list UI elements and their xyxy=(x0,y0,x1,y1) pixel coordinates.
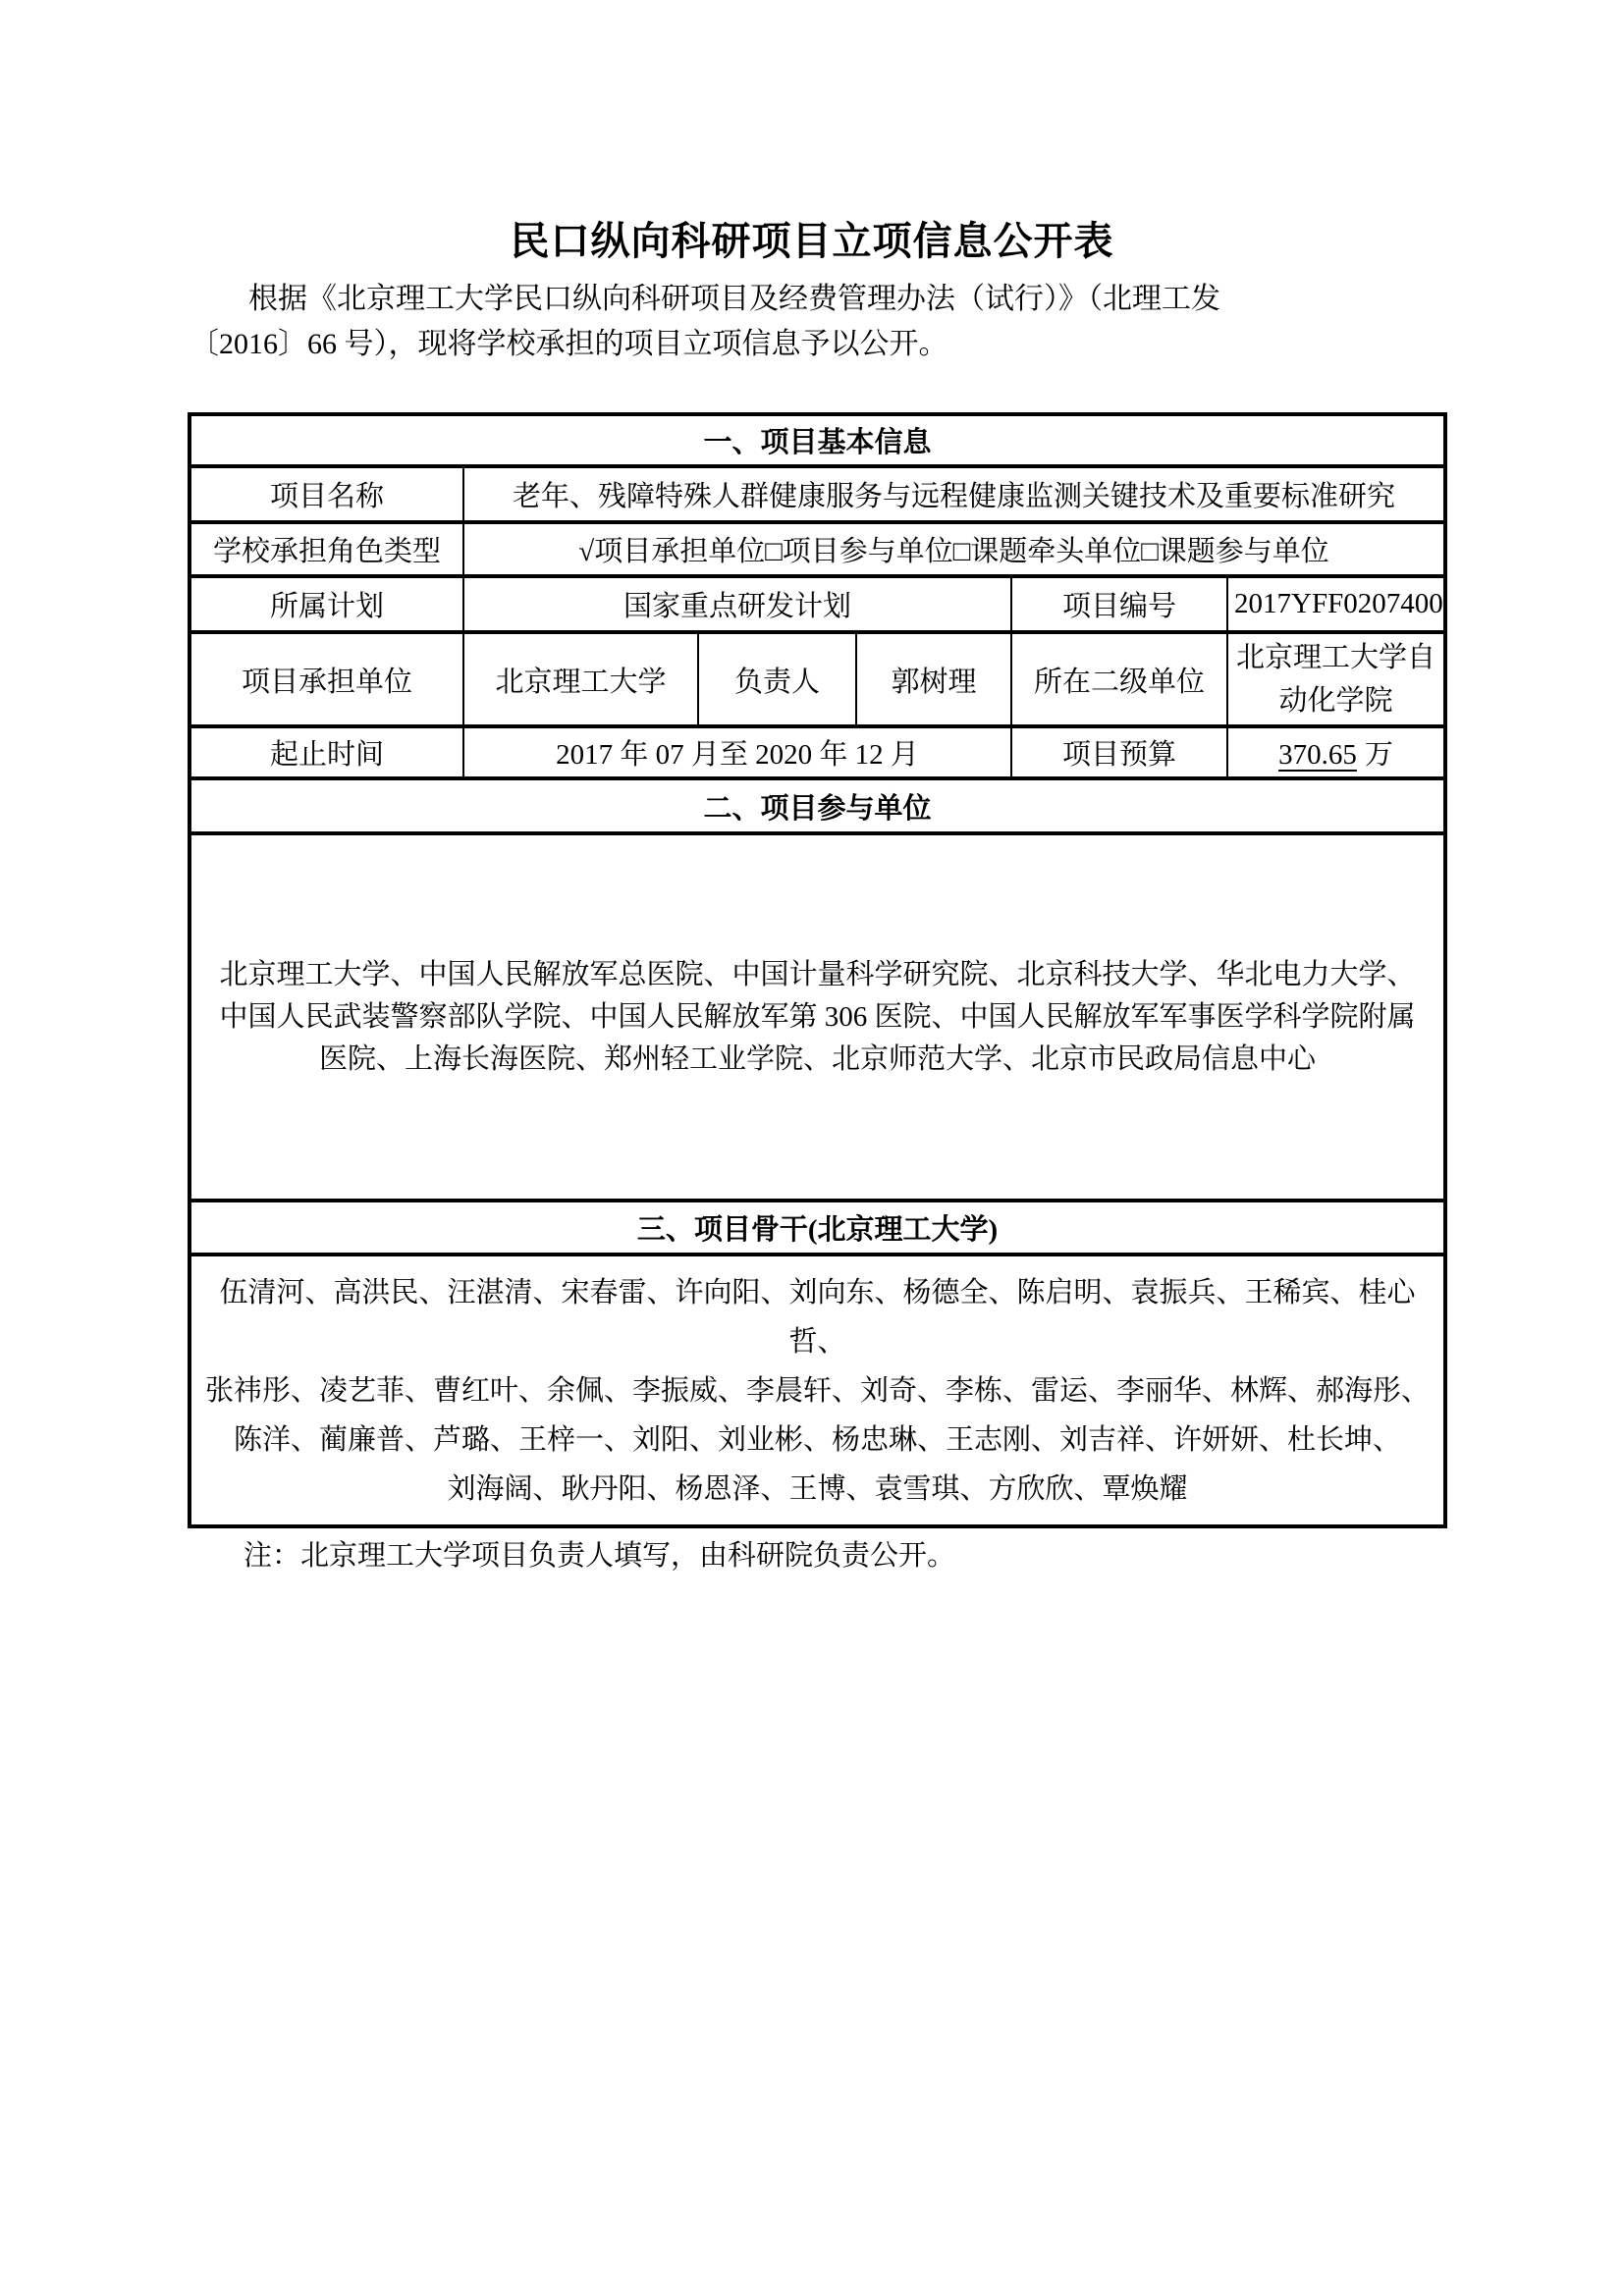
project-members-cell xyxy=(189,1255,1445,1526)
leader-label: 负责人 xyxy=(698,632,856,726)
footer-note: 注：北京理工大学项目负责人填写，由科研院负责公开。 xyxy=(244,1540,956,1572)
units-line-3: 医院、上海长海医院、郑州轻工业学院、北京师范大学、北京市民政局信息中心 xyxy=(319,1042,1317,1075)
section2-header-row xyxy=(189,778,1445,833)
section2-heading: 二、项目参与单位 xyxy=(189,778,1445,833)
plan-label: 所属计划 xyxy=(189,576,463,632)
budget-unit: 万 xyxy=(1364,739,1393,771)
section1-header-row xyxy=(189,414,1445,466)
members-line-2: 张祎彤、凌艺菲、曹红叶、余佩、李振威、李晨轩、刘奇、李栋、雷运、李丽华、林辉、郝海彤、 xyxy=(205,1374,1431,1407)
intro-line-1: 根据《北京理工大学民口纵向科研项目及经费管理办法（试行）》（北理工发 xyxy=(248,283,1220,315)
project-name-row xyxy=(189,466,1445,522)
section1-heading: 一、项目基本信息 xyxy=(189,414,1445,466)
project-no-value: 2017YFF0207400 xyxy=(1227,576,1445,632)
units-line-1: 北京理工大学、中国人民解放军总医院、中国计量科学研究院、北京科技大学、华北电力大学、 xyxy=(219,958,1416,990)
undertaker-value: 北京理工大学 xyxy=(463,632,698,726)
duration-row xyxy=(189,726,1445,778)
undertaker-row xyxy=(189,632,1445,726)
intro-paragraph xyxy=(189,277,1419,367)
project-name-value: 老年、残障特殊人群健康服务与远程健康监测关键技术及重要标准研究 xyxy=(463,466,1445,522)
units-line-2: 中国人民武装警察部队学院、中国人民解放军第 306 医院、中国人民解放军军事医学科学院附属 xyxy=(219,1000,1416,1033)
budget-label: 项目预算 xyxy=(1011,726,1227,778)
duration-label: 起止时间 xyxy=(189,726,463,778)
members-line-4: 刘海阔、耿丹阳、杨恩泽、王博、袁雪琪、方欣欣、覃焕耀 xyxy=(447,1472,1188,1505)
section3-header-row xyxy=(189,1201,1445,1255)
plan-row xyxy=(189,576,1445,632)
role-type-label: 学校承担角色类型 xyxy=(189,522,463,576)
leader-value: 郭树理 xyxy=(856,632,1011,726)
section3-heading: 三、项目骨干(北京理工大学) xyxy=(189,1201,1445,1255)
project-members-row xyxy=(189,1255,1445,1526)
duration-value: 2017 年 07 月至 2020 年 12 月 xyxy=(463,726,1011,778)
secondary-unit-value: 北京理工大学自动化学院 xyxy=(1227,632,1445,726)
members-line-3: 陈洋、蔺廉普、芦璐、王梓一、刘阳、刘业彬、杨忠琳、王志刚、刘吉祥、许妍妍、杜长坤、 xyxy=(234,1423,1402,1456)
intro-line-2: 〔2016〕66 号），现将学校承担的项目立项信息予以公开。 xyxy=(189,328,948,360)
budget-value xyxy=(1227,726,1445,778)
plan-value: 国家重点研发计划 xyxy=(463,576,1011,632)
project-name-label: 项目名称 xyxy=(189,466,463,522)
role-type-row xyxy=(189,522,1445,576)
participating-units-row xyxy=(189,833,1445,1201)
role-type-value: √项目承担单位□项目参与单位□课题牵头单位□课题参与单位 xyxy=(463,522,1445,576)
undertaker-label: 项目承担单位 xyxy=(189,632,463,726)
members-line-1: 伍清河、高洪民、汪湛清、宋春雷、许向阳、刘向东、杨德全、陈启明、袁振兵、王稀宾、桂心哲、 xyxy=(219,1276,1416,1358)
secondary-unit-label: 所在二级单位 xyxy=(1011,632,1227,726)
participating-units-cell xyxy=(189,833,1445,1201)
page-title: 民口纵向科研项目立项信息公开表 xyxy=(510,219,1114,263)
project-info-table xyxy=(188,412,1447,1528)
form-table-wrapper xyxy=(188,412,1447,1528)
budget-amount: 370.65 xyxy=(1278,739,1357,771)
project-no-label: 项目编号 xyxy=(1011,576,1227,632)
